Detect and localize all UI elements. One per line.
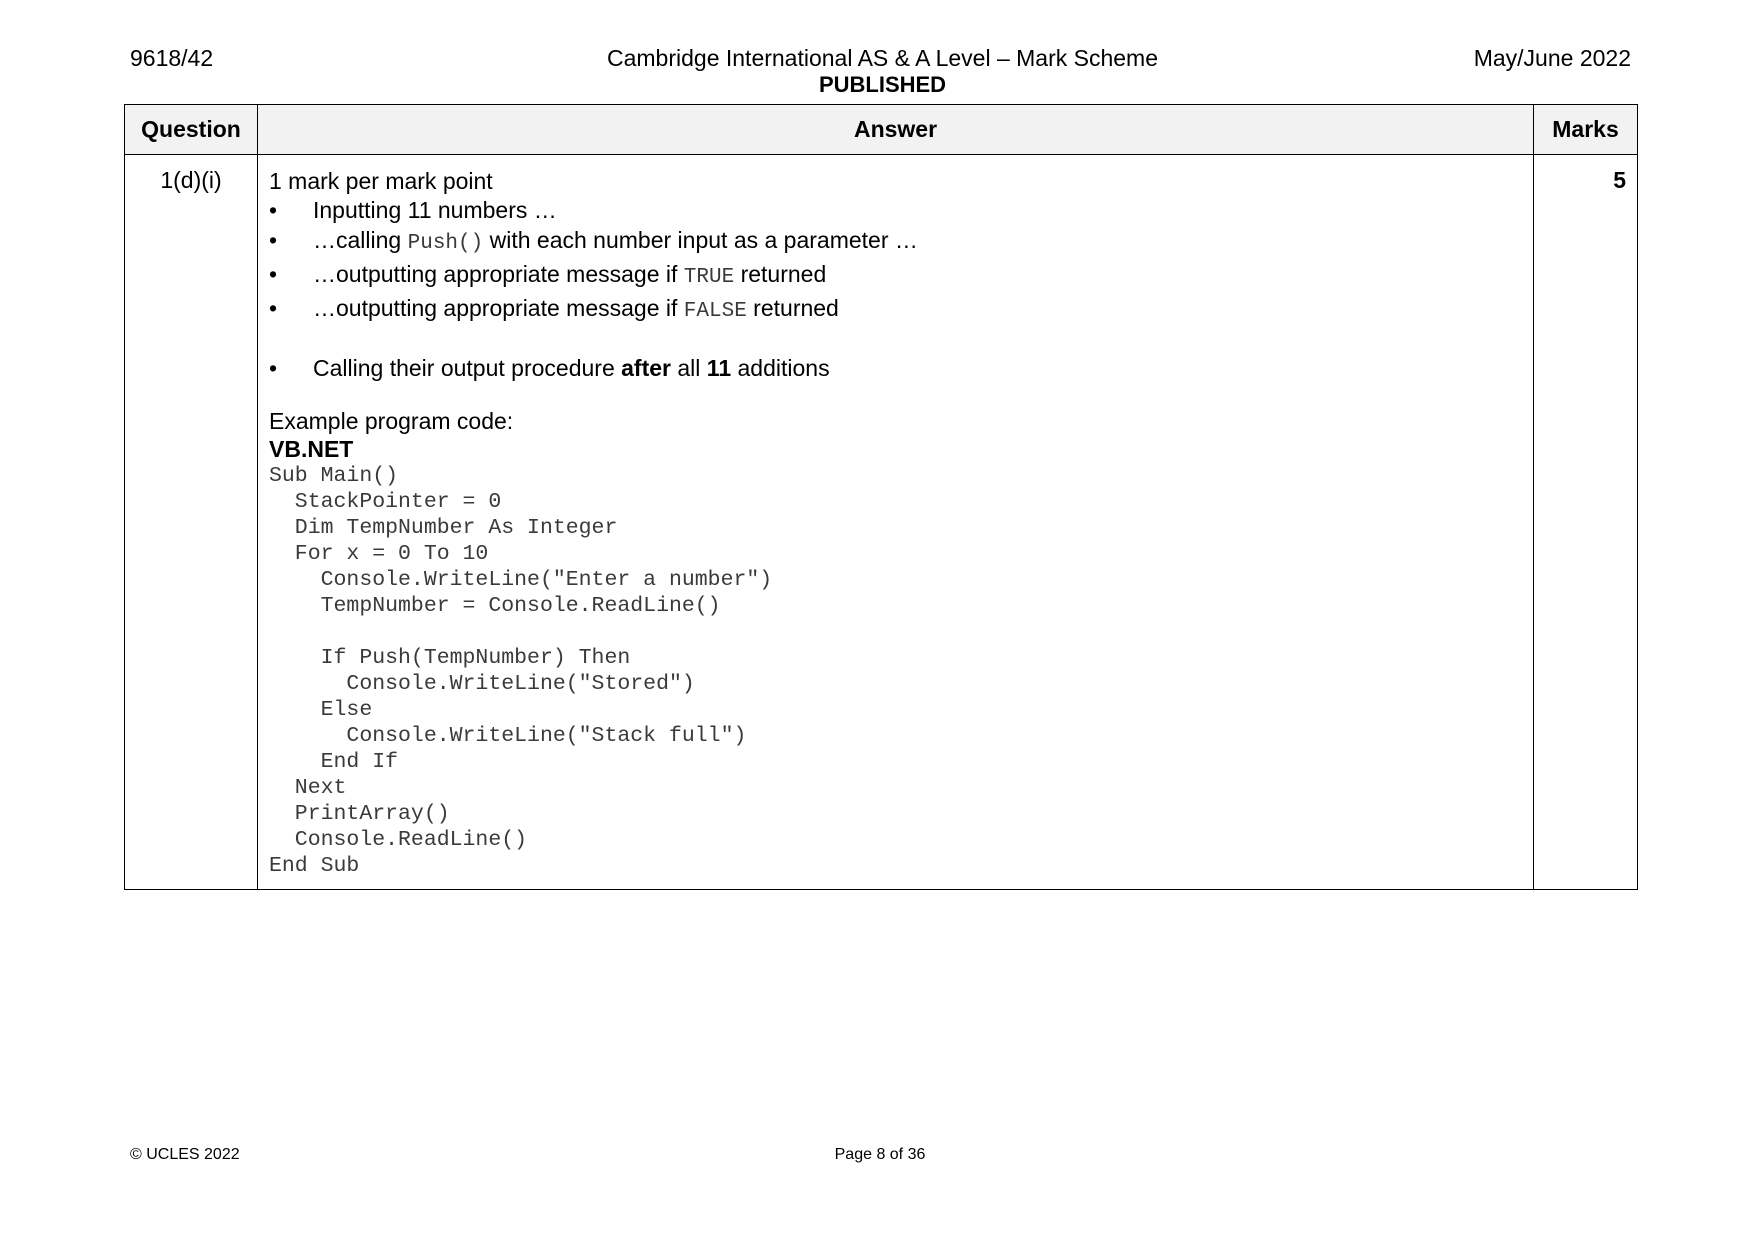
example-label: Example program code: (269, 408, 514, 434)
mark-points-list (269, 353, 1521, 383)
marks-value: 5 (1534, 155, 1638, 890)
mark-point (269, 259, 1521, 293)
mark-scheme-table (124, 104, 1638, 890)
mark-point-text: …calling (313, 227, 408, 253)
bullet: • (269, 355, 278, 381)
table-row (125, 155, 1638, 890)
mark-point (269, 195, 1521, 225)
mark-point-text: additions (731, 355, 830, 381)
code-inline: TRUE (683, 266, 735, 289)
emphasis-text: 11 (706, 355, 732, 381)
emphasis-text: after (621, 355, 671, 381)
answer-cell (258, 155, 1534, 890)
mark-point-text: Calling their output procedure (313, 355, 622, 381)
bullet: • (269, 227, 278, 253)
mark-point-text: …outputting appropriate message if (313, 261, 684, 287)
column-header-marks: Marks (1534, 105, 1638, 155)
mark-point (269, 225, 1521, 259)
published-label: PUBLISHED (818, 72, 947, 97)
mark-point-text: Inputting 11 numbers … (313, 197, 557, 223)
mark-points-list (269, 195, 1521, 327)
mark-point-text: …outputting appropriate message if (313, 295, 684, 321)
bullet: • (269, 197, 278, 223)
mark-point-intro: 1 mark per mark point (269, 168, 493, 194)
mark-point-text: with each number input as a parameter … (483, 227, 918, 253)
bullet: • (269, 261, 278, 287)
code-block: Sub Main() StackPointer = 0 Dim TempNumber As Integer For x = 0 To 10 Console.WriteLine("Enter a number") TempNumber = Console.ReadLine() If Push(TempNumber) Then Console.WriteLine("Stored") Else Console.WriteLine("Stack full") End If Next PrintArray() Console.ReadLine() End Sub (269, 464, 773, 878)
question-number: 1(d)(i) (125, 155, 258, 890)
mark-point-text: returned (734, 261, 827, 287)
bullet: • (269, 295, 278, 321)
mark-point (269, 293, 1521, 327)
mark-point-text: returned (746, 295, 839, 321)
code-inline: FALSE (683, 300, 747, 323)
exam-session: May/June 2022 (1473, 45, 1631, 71)
copyright: © UCLES 2022 (130, 1146, 240, 1163)
column-header-answer: Answer (258, 105, 1534, 155)
paper-code: 9618/42 (130, 45, 214, 71)
table-header-row (125, 105, 1638, 155)
column-header-question: Question (125, 105, 258, 155)
document-title: Cambridge International AS & A Level – Mark Scheme (606, 45, 1159, 71)
language-label: VB.NET (269, 436, 354, 462)
mark-point-text: all (671, 355, 707, 381)
mark-point (269, 353, 1521, 383)
page-number: Page 8 of 36 (834, 1146, 926, 1163)
code-inline: Push() (407, 232, 484, 255)
